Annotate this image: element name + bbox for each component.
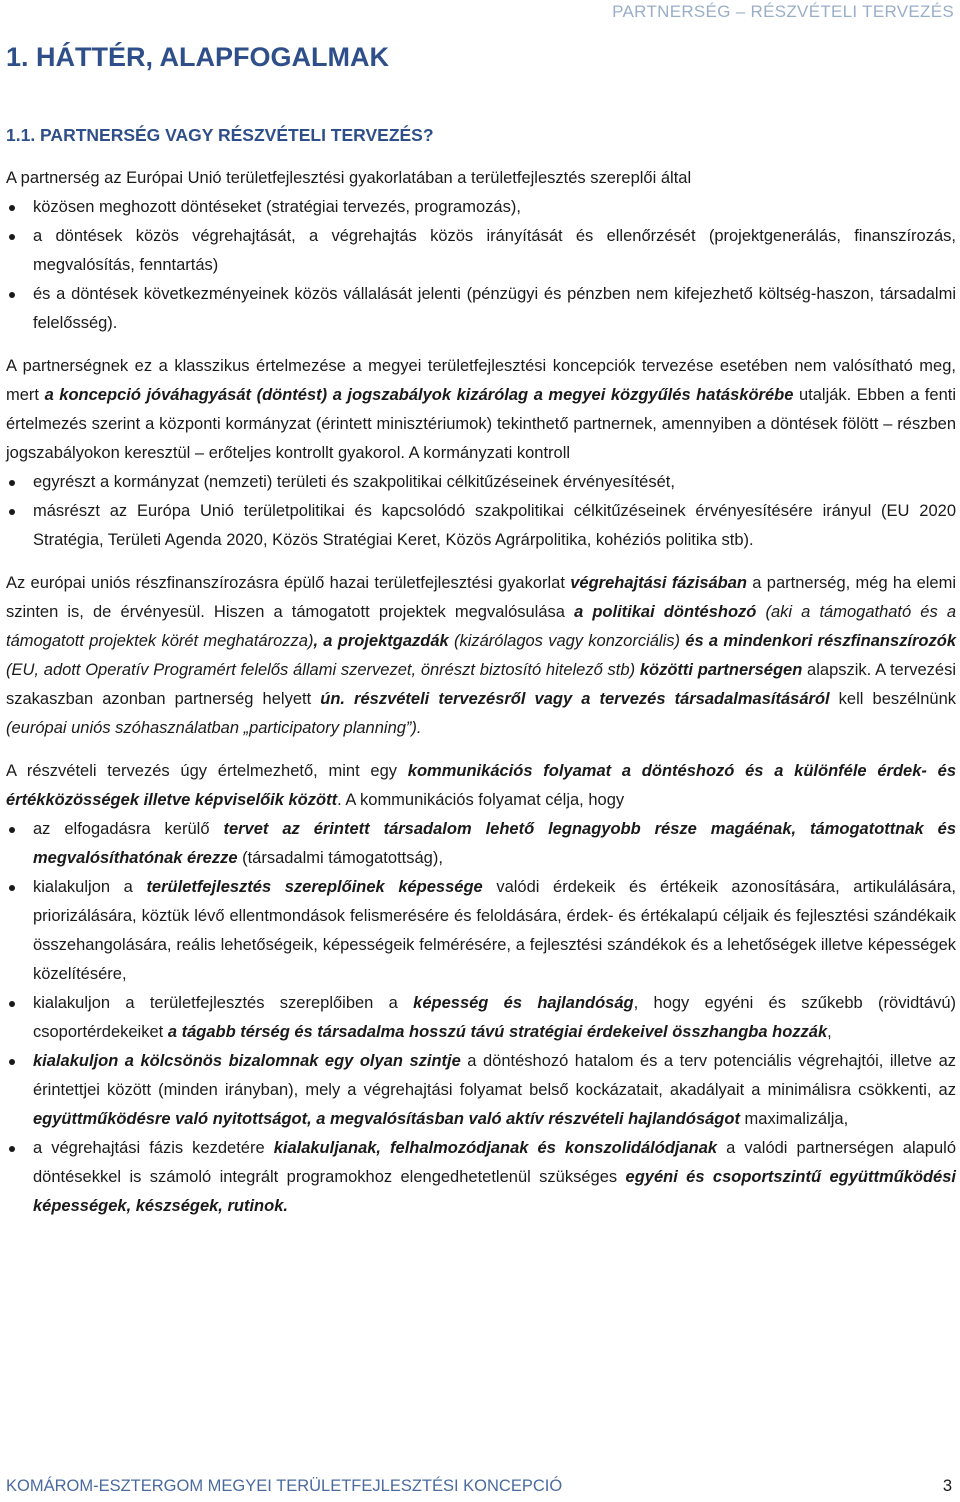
- list-item: és a döntések következményeinek közös vállalását jelenti (pénzügyi és pénzben nem kifejezhető költség-haszon, társadalmi felelősség).: [6, 280, 956, 338]
- list-item: a döntések közös végrehajtását, a végrehajtás közös irányítását és ellenőrzését (projektgenerálás, finanszírozás, megvalósítás, fenntartás): [6, 222, 956, 280]
- list-item: kialakuljon a területfejlesztés szereplőiben a képesség és hajlandóság, hogy egyéni és szűkebb (rövidtávú) csoportérdekeiket a tágabb térség és társadalma hosszú távú stratégiai érdekeivel összhangba hozzák,: [6, 989, 956, 1047]
- paragraph-3: Az európai uniós részfinanszírozásra épülő hazai területfejlesztési gyakorlat végrehajtási fázisában a partnerség, még ha elemi szinten is, de érvényesül. Hiszen a támogatott projektek megvalósulása a politikai döntéshozó (aki a támogatható és a támogatott projektek körét meghatározza), a projektgazdák (kizárólagos vagy konzorciális) és a mindenkori részfinanszírozók (EU, adott Operatív Programért felelős állami szervezet, önrészt biztosító hitelező stb) közötti partnerségen alapszik. A tervezési szakaszban azonban partnerség helyett ún. részvételi tervezésről vagy a tervezés társadalmasításáról kell beszélnünk (európai uniós szóhasználatban „participatory planning”).: [6, 574, 957, 737]
- list-item: a végrehajtási fázis kezdetére kialakuljanak, felhalmozódjanak és konszolidálódjanak a valódi partnerségen alapuló döntésekkel is számoló integrált programokhoz elengedhetetlenül szükséges egyéni és csoportszintű együttműködési képességek, készségek, rutinok.: [6, 1134, 956, 1221]
- running-header: PARTNERSÉG – RÉSZVÉTELI TERVEZÉS: [612, 2, 954, 21]
- list-item: egyrészt a kormányzat (nemzeti) területi és szakpolitikai célkitűzéseinek érvényesítését,: [6, 468, 956, 497]
- body-text: [6, 164, 956, 1221]
- page-number: 3: [942, 1477, 952, 1495]
- list-item: másrészt az Európa Unió területpolitikai és kapcsolódó szakpolitikai célkitűzéseinek érvényesítésére irányul (EU 2020 Stratégia, Területi Agenda 2020, Közös Stratégiai Keret, Közös Agrárpolitika, kohéziós politika stb).: [6, 497, 956, 555]
- control-list: [6, 468, 956, 555]
- paragraph-4: A részvételi tervezés úgy értelmezhető, mint egy kommunikációs folyamat a döntéshozó és a különféle érdek- és értékközösségek illetve képviselőik között. A kommunikációs folyamat célja, hogy: [6, 762, 956, 809]
- paragraph-2: A partnerségnek ez a klasszikus értelmezése a megyei területfejlesztési koncepciók tervezése esetében nem valósítható meg, mert a koncepció jóváhagyását (döntést) a jogszabályok kizárólag a megyei közgyűlés hatáskörébe utalják. Ebben a fenti értelmezés szerint a központi kormányzat (érintett minisztériumok) tekinthető partnernek, amennyiben a döntések fölött – részben jogszabályokon keresztül – erőteljes kontrollt gyakorol. A kormányzati kontroll: [6, 357, 956, 462]
- intro-list: [6, 193, 956, 338]
- goals-list: [6, 815, 956, 1221]
- list-item: kialakuljon a területfejlesztés szereplőinek képessége valódi érdekeik és értékeik azonosítására, artikulálására, priorizálására, köztük lévő ellentmondások felismerésére és feloldására, érdek- és értékalapú céljaik és fejlesztési szándékaik összehangolására, reális lehetőségeik, képességeik felmérésére, a fejlesztési szándékok és a lehetőségek illetve képességek közelítésére,: [6, 873, 956, 989]
- list-item: kialakuljon a kölcsönös bizalomnak egy olyan szintje a döntéshozó hatalom és a terv potenciális végrehajtói, illetve az érintettjei között (minden irányban), mely a végrehajtási folyamat belső kockázatait, akadályait a minimálisra csökkenti, az együttműködésre való nyitottságot, a megvalósításban való aktív részvételi hajlandóságot maximalizálja,: [6, 1047, 956, 1134]
- page-footer: [6, 1477, 952, 1496]
- list-item: az elfogadásra kerülő tervet az érintett társadalom lehető legnagyobb része magáénak, támogatottnak és megvalósíthatónak érezze (társadalmi támogatottság),: [6, 815, 956, 873]
- chapter-title: 1. HÁTTÉR, ALAPFOGALMAK: [6, 42, 389, 72]
- section-title: 1.1. PARTNERSÉG VAGY RÉSZVÉTELI TERVEZÉS?: [6, 125, 434, 145]
- intro-lead: A partnerség az Európai Unió területfejlesztési gyakorlatában a területfejlesztés szereplői által: [6, 169, 692, 187]
- footer-title: KOMÁROM-ESZTERGOM MEGYEI TERÜLETFEJLESZTÉSI KONCEPCIÓ: [6, 1477, 563, 1495]
- list-item: közösen meghozott döntéseket (stratégiai tervezés, programozás),: [6, 193, 956, 222]
